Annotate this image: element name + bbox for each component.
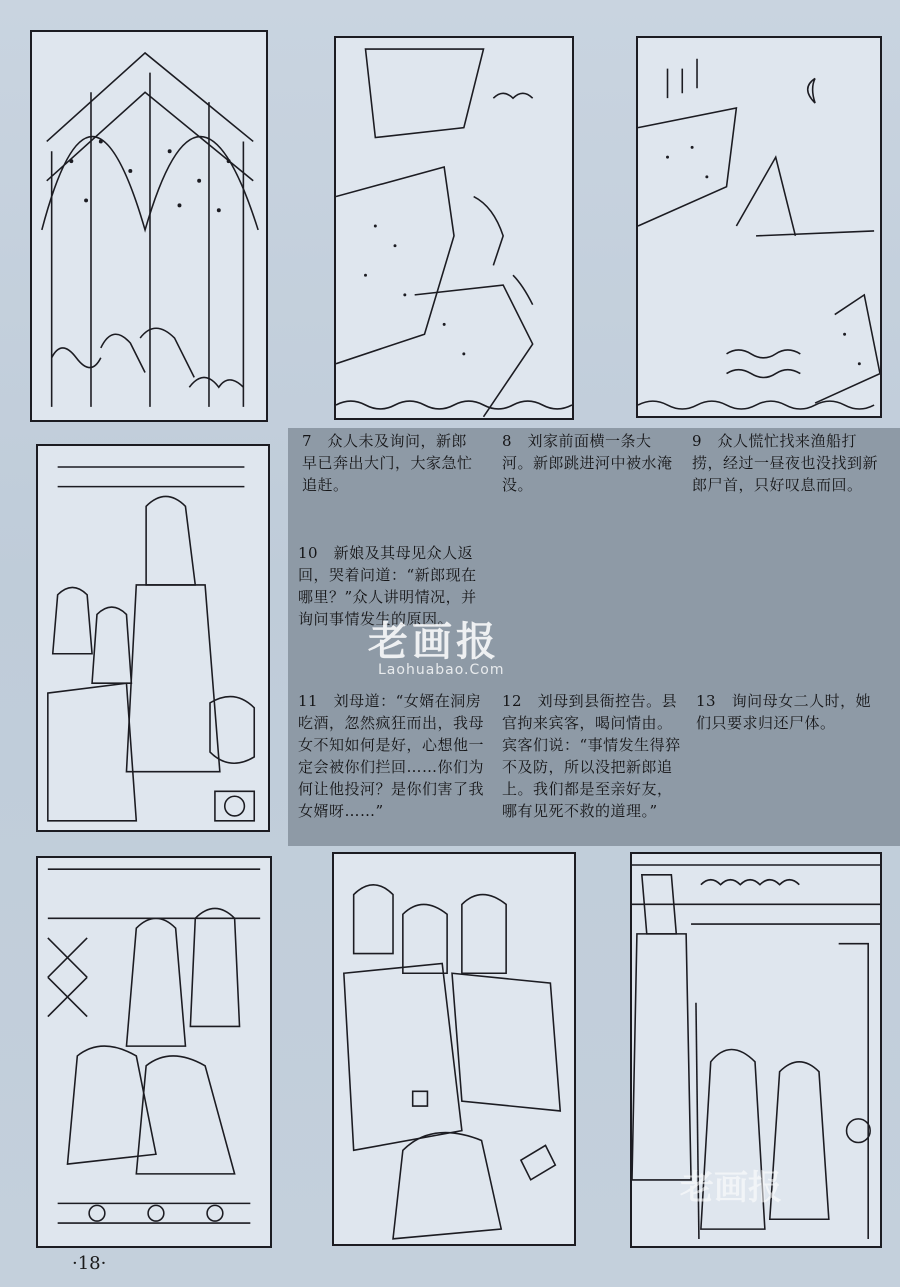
- bride-mother-drawing: [38, 446, 268, 830]
- caption-11: 11 刘母道：“女婿在洞房吃酒，忽然疯狂而出，我母女不知如何是好，心想他一定会被你们拦回……你们为何让他投河？是你们害了我女婿呀……”: [298, 692, 485, 820]
- panel-10-illustration: [36, 444, 270, 832]
- cliff-leap-drawing: [336, 38, 572, 418]
- panel-8-illustration: [334, 36, 574, 420]
- panel-9-illustration: [636, 36, 882, 418]
- watermark-logo: 老画报: [368, 619, 500, 665]
- caption-9: 9 众人慌忙找来渔船打捞，经过一昼夜也没找到新郎尸首，只好叹息而回。: [692, 432, 879, 494]
- caption-10: 10 新娘及其母见众人返回，哭着问道：“新郎现在哪里？”众人讲明情况，并询问事情发生的原因。: [298, 544, 477, 628]
- page-number: ·18·: [72, 1253, 107, 1274]
- caption-8: 8 刘家前面横一条大河。新郎跳进河中被水淹没。: [502, 432, 673, 494]
- panel-12-illustration: [332, 852, 576, 1246]
- caption-13: 13 询问母女二人时，她们只要求归还尸体。: [696, 692, 872, 732]
- watermark-url: Laohuabao.Com: [378, 662, 505, 678]
- trees-chase-drawing: [32, 32, 266, 420]
- court-guests-drawing: [334, 854, 574, 1244]
- panel-11-illustration: [36, 856, 272, 1248]
- mother-accuses-drawing: [38, 858, 270, 1246]
- corner-watermark: 老画报: [680, 1168, 782, 1208]
- caption-7: 7 众人未及询问，新郎早已奔出大门，大家急忙追赶。: [302, 432, 473, 494]
- caption-12: 12 刘母到县衙控告。县官拘来宾客，喝问情由。宾客们说：“事情发生得猝不及防，所以没把新郎追上。我们都是至亲好友，哪有见死不救的道理。”: [502, 692, 681, 820]
- boat-search-drawing: [638, 38, 880, 416]
- panel-7-illustration: [30, 30, 268, 422]
